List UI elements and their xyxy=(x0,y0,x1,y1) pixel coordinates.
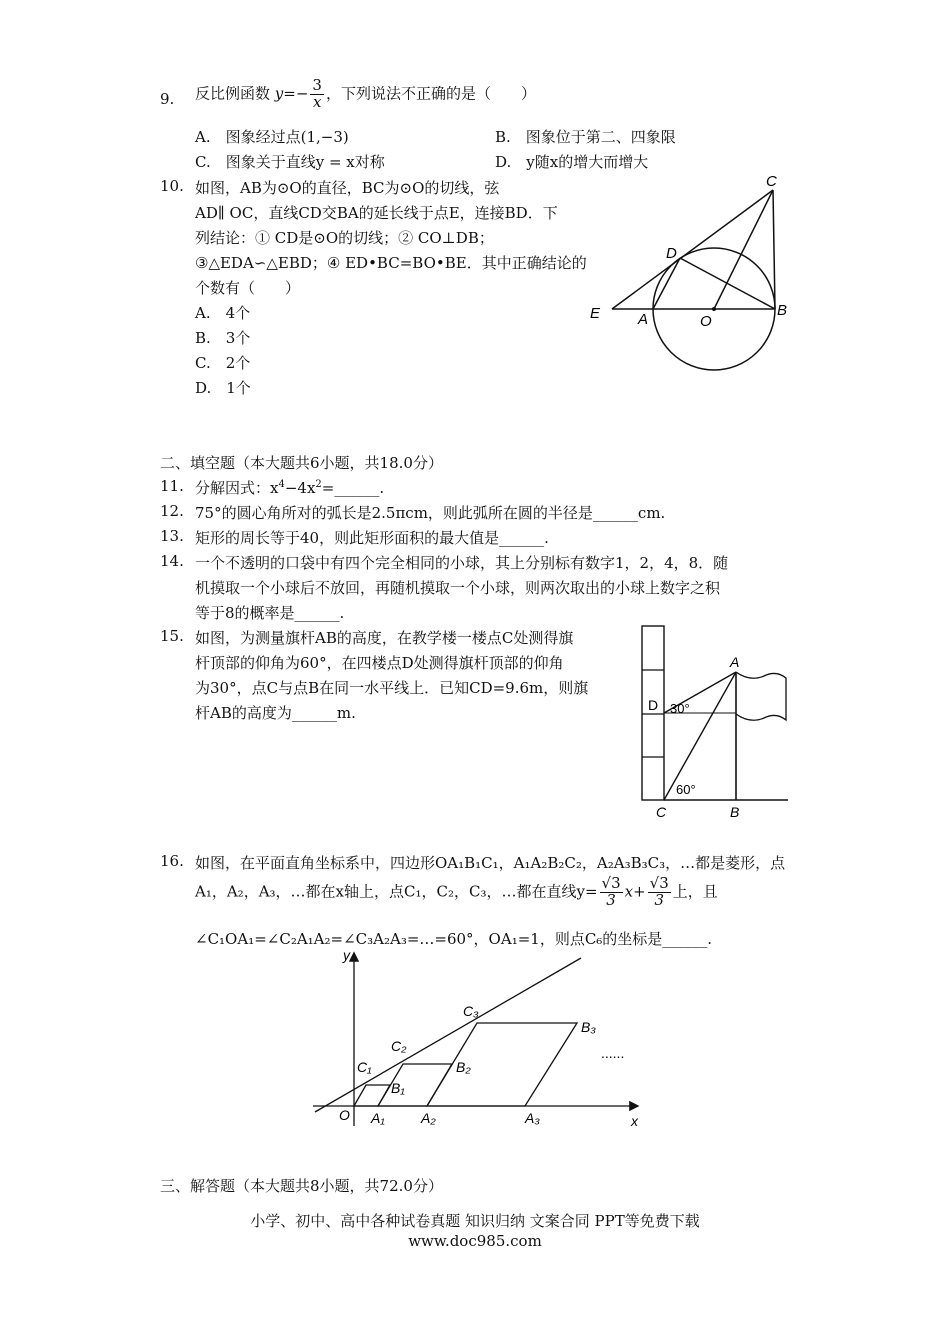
ellipsis: ...... xyxy=(601,1045,625,1061)
label-o: O xyxy=(700,313,712,330)
q9-frac-den: x xyxy=(312,92,322,111)
label-d: D xyxy=(648,697,659,713)
section2-heading: 二、填空题（本大题共6小题，共18.0分） xyxy=(160,454,443,472)
line-db xyxy=(680,258,775,309)
center-dot xyxy=(712,307,716,311)
line-oc xyxy=(714,190,773,309)
q9-option-b: B. 图象位于第二、四象限 xyxy=(495,128,676,146)
q11-number: 11. xyxy=(160,477,184,495)
footer-promo: 小学、初中、高中各种试卷真题 知识归纳 文案合同 PPT等免费下载 xyxy=(250,1212,700,1230)
label-b2: B₂ xyxy=(456,1059,471,1075)
q9-func-y: y=− xyxy=(274,84,309,103)
label-b3: B₃ xyxy=(581,1019,596,1035)
q14-line1: 一个不透明的口袋中有四个完全相同的小球，其上分别标有数字1，2，4，8．随 xyxy=(195,554,729,572)
label-c: C xyxy=(766,173,777,190)
q10-figure xyxy=(580,170,800,375)
q9-number: 9. xyxy=(160,90,175,108)
label-a2: A₂ xyxy=(421,1110,436,1126)
section3-heading: 三、解答题（本大题共8小题，共72.0分） xyxy=(160,1177,443,1195)
q9-option-d: D. y随x的增大而增大 xyxy=(495,153,649,171)
q11-text xyxy=(195,477,384,498)
q16-line2-mid: x+ xyxy=(624,882,646,901)
q15-line4: 杆AB的高度为______m. xyxy=(195,704,356,722)
q10-line1: 如图，AB为⊙O的直径，BC为⊙O的切线，弦 xyxy=(195,179,500,197)
q10-number: 10. xyxy=(160,177,184,195)
label-c2: C₂ xyxy=(391,1038,407,1054)
q16-figure xyxy=(305,948,645,1130)
q13-text: 矩形的周长等于40，则此矩形面积的最大值是______. xyxy=(195,529,549,547)
q16-line1: 如图，在平面直角坐标系中，四边形OA₁B₁C₁，A₁A₂B₂C₂，A₂A₃B₃C₃，…都是菱形，点 xyxy=(195,854,786,872)
line-ec xyxy=(612,190,773,309)
flag xyxy=(736,672,786,720)
line-bc xyxy=(773,190,775,309)
label-a: A xyxy=(638,311,649,328)
q13-number: 13. xyxy=(160,527,184,545)
q16-frac1-den: 3 xyxy=(606,890,616,909)
q9-option-c: C. 图象关于直线y = x对称 xyxy=(195,153,385,171)
q10-option-d: D. 1个 xyxy=(195,379,251,397)
label-c1: C₁ xyxy=(357,1059,372,1075)
line-ca xyxy=(664,672,736,800)
q10-option-a: A. 4个 xyxy=(195,304,251,322)
q14-line3: 等于8的概率是______. xyxy=(195,604,345,622)
line-c xyxy=(315,958,581,1112)
label-c3: C₃ xyxy=(463,1003,479,1019)
angle-60: 60° xyxy=(676,782,696,797)
label-b: B xyxy=(777,302,788,319)
q10-option-b: B. 3个 xyxy=(195,329,251,347)
q16-frac2 xyxy=(648,876,671,909)
q11-mid: −4x xyxy=(284,479,316,497)
q10-line3: 列结论：① CD是⊙O的切线；② CO⊥DB； xyxy=(195,229,494,247)
label-d: D xyxy=(666,245,677,262)
q14-line2: 机摸取一个小球后不放回，再随机摸取一个小球，则两次取出的小球上数字之积 xyxy=(195,579,721,597)
label-b: B xyxy=(730,804,740,820)
q15-figure xyxy=(630,620,790,825)
line-ad xyxy=(653,258,680,309)
label-y: y xyxy=(343,948,350,963)
q16-line3: ∠C₁OA₁=∠C₂A₁A₂=∠C₃A₂A₃=…=60°，OA₁=1，则点C₆的坐标是______. xyxy=(195,930,713,948)
q9-stem xyxy=(195,78,536,111)
footer-url[interactable]: www.doc985.com xyxy=(408,1232,542,1250)
q11-sup2: 2 xyxy=(315,479,322,490)
q16-frac2-den: 3 xyxy=(654,890,664,909)
label-a3: A₃ xyxy=(525,1110,540,1126)
q16-line2-post: 上，且 xyxy=(672,882,718,901)
label-c: C xyxy=(656,804,667,820)
q10-line5: 个数有（ ） xyxy=(195,279,301,297)
q11-post: =______. xyxy=(321,479,385,497)
label-a: A xyxy=(730,654,740,670)
building xyxy=(642,626,664,800)
q12-number: 12. xyxy=(160,502,184,520)
q15-line1: 如图，为测量旗杆AB的高度，在教学楼一楼点C处测得旗 xyxy=(195,629,574,647)
label-a1: A₁ xyxy=(371,1110,385,1126)
q10-option-c: C. 2个 xyxy=(195,354,251,372)
q10-line4: ③△EDA∽△EBD；④ ED•BC=BO•BE．其中正确结论的 xyxy=(195,254,587,272)
q14-number: 14. xyxy=(160,552,184,570)
q16-frac1 xyxy=(600,876,623,909)
q16-frac1-num: √3 xyxy=(601,874,621,892)
q16-number: 16. xyxy=(160,852,184,870)
q11-pre: 分解因式：x xyxy=(195,479,279,497)
label-b1: B₁ xyxy=(391,1080,405,1096)
q12-text: 75°的圆心角所对的弧长是2.5πcm，则此弧所在圆的半径是______cm. xyxy=(195,504,666,522)
label-o: O xyxy=(339,1107,350,1123)
q11-sup1: 4 xyxy=(278,479,285,490)
q16-line2 xyxy=(195,876,718,909)
q10-line2: AD∥ OC，直线CD交BA的延长线于点E，连接BD．下 xyxy=(195,204,558,222)
q9-frac-num: 3 xyxy=(312,76,322,94)
q9-stem-pre: 反比例函数 xyxy=(195,84,271,103)
angle-30: 30° xyxy=(670,701,690,716)
q15-line3: 为30°，点C与点B在同一水平线上．已知CD=9.6m，则旗 xyxy=(195,679,589,697)
q15-line2: 杆顶部的仰角为60°，在四楼点D处测得旗杆顶部的仰角 xyxy=(195,654,564,672)
q9-option-a: A. 图象经过点(1,−3) xyxy=(195,128,349,146)
q15-number: 15. xyxy=(160,627,184,645)
q16-frac2-num: √3 xyxy=(649,874,669,892)
label-x: x xyxy=(631,1113,638,1129)
q16-line2-pre: A₁，A₂，A₃，…都在x轴上，点C₁，C₂，C₃，…都在直线y= xyxy=(195,882,598,901)
q9-stem-post: ，下列说法不正确的是（ ） xyxy=(325,84,536,103)
label-e: E xyxy=(590,305,601,322)
q9-fraction xyxy=(310,78,324,111)
